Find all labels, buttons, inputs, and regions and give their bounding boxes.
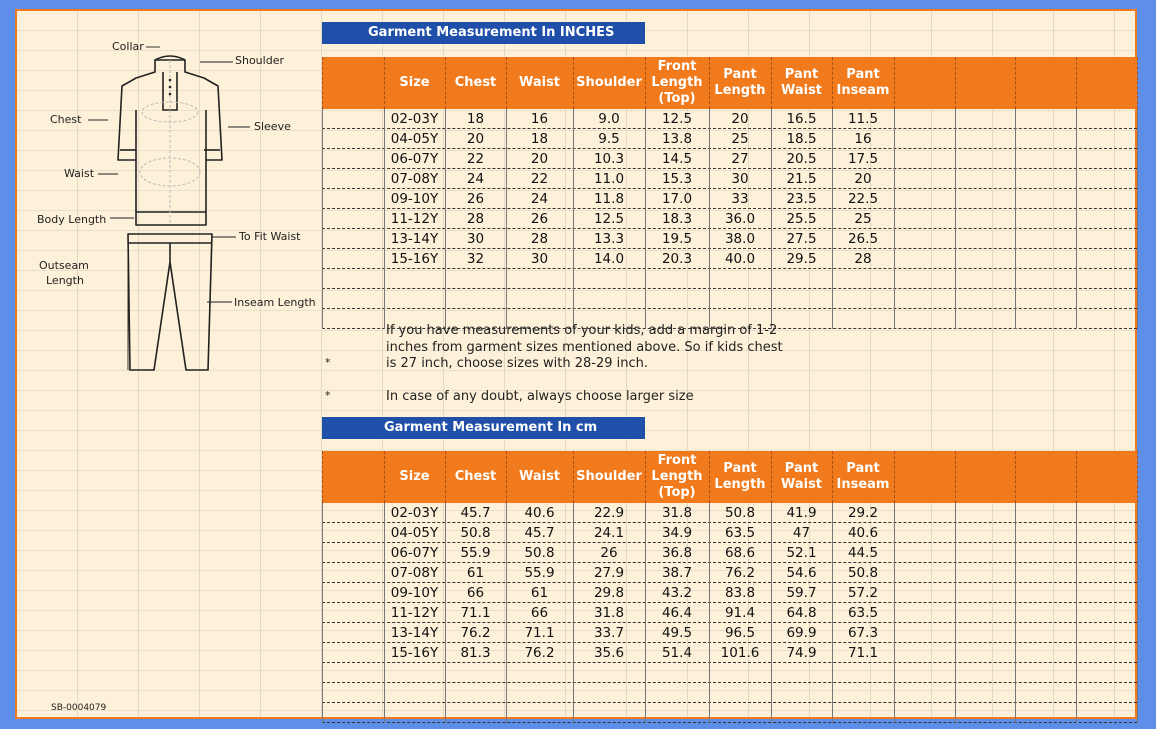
table-cell[interactable]: 71.1 bbox=[460, 605, 491, 621]
table-cell[interactable]: 38.0 bbox=[724, 231, 756, 247]
table-cell[interactable]: 11-12Y bbox=[390, 211, 439, 227]
column-header: Pant Length bbox=[714, 67, 766, 98]
column-divider bbox=[1137, 503, 1138, 723]
table-cell[interactable]: 09-10Y bbox=[390, 191, 439, 207]
table-cell[interactable]: 31.8 bbox=[661, 505, 693, 521]
table-cell[interactable]: 46.4 bbox=[661, 605, 693, 621]
table-cell[interactable]: 41.9 bbox=[786, 505, 817, 521]
table-cell[interactable]: 36.8 bbox=[661, 545, 693, 561]
column-header: Pant Inseam bbox=[836, 67, 890, 98]
table-cell[interactable]: 76.2 bbox=[724, 565, 756, 581]
table-cell[interactable]: 63.5 bbox=[724, 525, 756, 541]
table-cell[interactable]: 27.9 bbox=[593, 565, 625, 581]
table-cell[interactable]: 11-12Y bbox=[390, 605, 439, 621]
table-cell[interactable]: 9.5 bbox=[598, 131, 620, 147]
table-cell[interactable]: 44.5 bbox=[847, 545, 879, 561]
column-header: Waist bbox=[518, 469, 561, 484]
table-cell[interactable]: 45.7 bbox=[460, 505, 491, 521]
table-cell[interactable]: 26 bbox=[466, 191, 485, 207]
table-cell[interactable]: 81.3 bbox=[460, 645, 491, 661]
table-cell[interactable]: 26 bbox=[600, 545, 618, 561]
table-cell[interactable]: 15.3 bbox=[661, 171, 693, 187]
column-header: Size bbox=[399, 469, 430, 484]
column-header: Size bbox=[399, 75, 430, 90]
table-cell[interactable]: 17.0 bbox=[661, 191, 693, 207]
column-header: Chest bbox=[454, 75, 497, 90]
table-cell[interactable]: 32 bbox=[466, 251, 485, 267]
table-cell[interactable]: 22.5 bbox=[847, 191, 879, 207]
table-cell[interactable]: 22 bbox=[466, 151, 485, 167]
table-cell[interactable]: 38.7 bbox=[661, 565, 693, 581]
column-divider bbox=[573, 503, 574, 723]
table-cell[interactable]: 29.2 bbox=[847, 505, 879, 521]
table-cell[interactable]: 10.3 bbox=[593, 151, 625, 167]
column-divider bbox=[709, 503, 710, 723]
table-cell[interactable]: 16.5 bbox=[786, 111, 817, 127]
column-divider bbox=[894, 503, 895, 723]
table-cell[interactable]: 20.5 bbox=[786, 151, 817, 167]
column-header: Pant Waist bbox=[780, 67, 823, 98]
table-cell[interactable]: 55.9 bbox=[524, 565, 555, 581]
table-cell[interactable]: 61 bbox=[530, 585, 549, 601]
table-cell[interactable]: 27.5 bbox=[786, 231, 817, 247]
header-divider bbox=[1137, 451, 1138, 503]
note1-line3: is 27 inch, choose sizes with 28-29 inch. bbox=[386, 356, 648, 371]
table-cell[interactable]: 18.5 bbox=[786, 131, 817, 147]
table-cell[interactable]: 55.9 bbox=[460, 545, 491, 561]
table-cell[interactable]: 64.8 bbox=[786, 605, 817, 621]
header-divider bbox=[1076, 57, 1077, 109]
label-body-length: Body Length bbox=[37, 213, 107, 226]
table-cell[interactable]: 31.8 bbox=[593, 605, 625, 621]
column-divider bbox=[506, 503, 507, 723]
label-inseam-length: Inseam Length bbox=[234, 296, 316, 309]
table-cell[interactable]: 50.8 bbox=[724, 505, 756, 521]
table-cell[interactable]: 24 bbox=[530, 191, 549, 207]
column-divider bbox=[955, 109, 956, 329]
table-cell[interactable]: 76.2 bbox=[460, 625, 491, 641]
header-divider bbox=[894, 57, 895, 109]
note2-text: In case of any doubt, always choose larger size bbox=[386, 389, 694, 404]
table-cell[interactable]: 20.3 bbox=[661, 251, 693, 267]
column-divider bbox=[322, 109, 323, 329]
table-cell[interactable]: 14.0 bbox=[593, 251, 625, 267]
table-cell[interactable]: 50.8 bbox=[847, 565, 879, 581]
table-cell[interactable]: 83.8 bbox=[724, 585, 756, 601]
table-cell[interactable]: 66 bbox=[530, 605, 549, 621]
table-cell[interactable]: 74.9 bbox=[786, 645, 817, 661]
column-divider bbox=[1137, 109, 1138, 329]
table-cell[interactable]: 36.0 bbox=[724, 211, 756, 227]
column-divider bbox=[445, 109, 446, 329]
table-cell[interactable]: 22.9 bbox=[593, 505, 625, 521]
table-cell[interactable]: 40.0 bbox=[724, 251, 756, 267]
product-code: SB-0004079 bbox=[51, 703, 107, 713]
table-cell[interactable]: 33.7 bbox=[593, 625, 625, 641]
note1-line2: inches from garment sizes mentioned above. So if kids chest bbox=[386, 340, 783, 355]
table-cell[interactable]: 34.9 bbox=[661, 525, 693, 541]
table-cell[interactable]: 26.5 bbox=[847, 231, 879, 247]
table-cell[interactable]: 20 bbox=[854, 171, 872, 187]
table-cell[interactable]: 24 bbox=[466, 171, 485, 187]
table-cell[interactable]: 06-07Y bbox=[390, 545, 439, 561]
column-divider bbox=[384, 503, 385, 723]
table-cell[interactable]: 27 bbox=[731, 151, 749, 167]
label-waist: Waist bbox=[64, 167, 95, 180]
table-cell[interactable]: 9.0 bbox=[598, 111, 620, 127]
column-header: Shoulder bbox=[576, 469, 642, 484]
table-cell[interactable]: 69.9 bbox=[786, 625, 817, 641]
table-cell[interactable]: 22 bbox=[530, 171, 549, 187]
cm-header-row bbox=[322, 451, 1137, 503]
column-header: Waist bbox=[518, 75, 561, 90]
table-cell[interactable]: 68.6 bbox=[724, 545, 756, 561]
table-cell[interactable]: 45.7 bbox=[524, 525, 555, 541]
label-chest: Chest bbox=[50, 113, 82, 126]
header-divider bbox=[1076, 451, 1077, 503]
table-cell[interactable]: 20 bbox=[731, 111, 749, 127]
table-cell[interactable]: 30 bbox=[731, 171, 749, 187]
header-divider bbox=[955, 57, 956, 109]
column-divider bbox=[894, 109, 895, 329]
table-cell[interactable]: 71.1 bbox=[847, 645, 879, 661]
label-collar: Collar bbox=[112, 40, 144, 53]
table-cell[interactable]: 26 bbox=[530, 211, 549, 227]
table-cell[interactable]: 33 bbox=[731, 191, 749, 207]
table-cell[interactable]: 50.8 bbox=[460, 525, 491, 541]
column-header: Pant Inseam bbox=[836, 461, 890, 492]
column-divider bbox=[771, 503, 772, 723]
column-divider bbox=[832, 109, 833, 329]
column-divider bbox=[506, 109, 507, 329]
table-cell[interactable]: 18 bbox=[530, 131, 549, 147]
header-divider bbox=[322, 451, 323, 503]
column-divider bbox=[645, 109, 646, 329]
table-cell[interactable]: 18 bbox=[466, 111, 485, 127]
column-divider bbox=[1076, 503, 1077, 723]
column-divider bbox=[771, 109, 772, 329]
table-cell[interactable]: 49.5 bbox=[661, 625, 693, 641]
table-cell[interactable]: 24.1 bbox=[593, 525, 625, 541]
table-cell[interactable]: 19.5 bbox=[661, 231, 693, 247]
table-cell[interactable]: 16 bbox=[854, 131, 872, 147]
table-cell[interactable]: 28 bbox=[466, 211, 485, 227]
table-cell[interactable]: 14.5 bbox=[661, 151, 693, 167]
column-header: Chest bbox=[454, 469, 497, 484]
column-divider bbox=[445, 503, 446, 723]
table-cell[interactable]: 30 bbox=[466, 231, 485, 247]
table-cell[interactable]: 21.5 bbox=[786, 171, 817, 187]
label-outseam: Outseam bbox=[39, 259, 89, 272]
header-divider bbox=[1015, 451, 1016, 503]
table-cell[interactable]: 67.3 bbox=[847, 625, 879, 641]
table-cell[interactable]: 54.6 bbox=[786, 565, 817, 581]
table-cell[interactable]: 28 bbox=[530, 231, 549, 247]
column-divider bbox=[645, 503, 646, 723]
column-divider bbox=[832, 503, 833, 723]
table-cell[interactable]: 23.5 bbox=[786, 191, 817, 207]
table-cell[interactable]: 66 bbox=[466, 585, 485, 601]
table-cell[interactable]: 25 bbox=[731, 131, 749, 147]
table-cell[interactable]: 09-10Y bbox=[390, 585, 439, 601]
column-header: Front Length (Top) bbox=[651, 453, 703, 500]
table-cell[interactable]: 40.6 bbox=[524, 505, 555, 521]
table-cell[interactable]: 43.2 bbox=[661, 585, 693, 601]
table-cell[interactable]: 57.2 bbox=[847, 585, 879, 601]
label-outseam-length: Length bbox=[46, 274, 84, 287]
table-cell[interactable]: 20 bbox=[466, 131, 485, 147]
table-cell[interactable]: 20 bbox=[530, 151, 549, 167]
column-divider bbox=[573, 109, 574, 329]
table-cell[interactable]: 13-14Y bbox=[390, 231, 439, 247]
table-cell[interactable]: 96.5 bbox=[724, 625, 756, 641]
table-cell[interactable]: 91.4 bbox=[724, 605, 756, 621]
table-cell[interactable]: 07-08Y bbox=[390, 565, 439, 581]
table-cell[interactable]: 04-05Y bbox=[390, 131, 439, 147]
header-divider bbox=[322, 57, 323, 109]
table-cell[interactable]: 30 bbox=[530, 251, 549, 267]
header-divider bbox=[1137, 57, 1138, 109]
column-divider bbox=[1015, 503, 1016, 723]
table-cell[interactable]: 50.8 bbox=[524, 545, 555, 561]
table-cell[interactable]: 04-05Y bbox=[390, 525, 439, 541]
table-cell[interactable]: 40.6 bbox=[847, 525, 879, 541]
header-divider bbox=[955, 451, 956, 503]
inches-title: Garment Measurement In INCHES bbox=[322, 22, 645, 44]
note2-bullet: * bbox=[325, 389, 331, 402]
table-cell[interactable]: 29.8 bbox=[593, 585, 625, 601]
column-header: Pant Length bbox=[714, 461, 766, 492]
label-sleeve: Sleeve bbox=[254, 120, 291, 133]
table-cell[interactable]: 11.8 bbox=[593, 191, 625, 207]
table-cell[interactable]: 63.5 bbox=[847, 605, 879, 621]
table-cell[interactable]: 52.1 bbox=[786, 545, 817, 561]
table-cell[interactable]: 13-14Y bbox=[390, 625, 439, 641]
table-cell[interactable]: 07-08Y bbox=[390, 171, 439, 187]
table-cell[interactable]: 25.5 bbox=[786, 211, 817, 227]
column-divider bbox=[322, 503, 323, 723]
label-to-fit-waist: To Fit Waist bbox=[239, 230, 301, 243]
note1-line1: If you have measurements of your kids, add a margin of 1-2 bbox=[386, 323, 778, 338]
column-divider bbox=[1076, 109, 1077, 329]
table-cell[interactable]: 11.0 bbox=[593, 171, 625, 187]
label-shoulder: Shoulder bbox=[235, 54, 284, 67]
table-cell[interactable]: 71.1 bbox=[524, 625, 555, 641]
table-cell[interactable]: 101.6 bbox=[720, 645, 760, 661]
column-divider bbox=[955, 503, 956, 723]
column-header: Front Length (Top) bbox=[651, 59, 703, 106]
table-cell[interactable]: 06-07Y bbox=[390, 151, 439, 167]
table-cell[interactable]: 59.7 bbox=[786, 585, 817, 601]
table-cell[interactable]: 25 bbox=[854, 211, 872, 227]
column-divider bbox=[709, 109, 710, 329]
table-cell[interactable]: 16 bbox=[530, 111, 549, 127]
table-cell[interactable]: 12.5 bbox=[593, 211, 625, 227]
table-cell[interactable]: 11.5 bbox=[847, 111, 879, 127]
header-divider bbox=[894, 451, 895, 503]
inches-header-row bbox=[322, 57, 1137, 109]
table-cell[interactable]: 47 bbox=[792, 525, 811, 541]
table-cell[interactable]: 17.5 bbox=[847, 151, 879, 167]
table-cell[interactable]: 76.2 bbox=[524, 645, 555, 661]
column-header: Shoulder bbox=[576, 75, 642, 90]
cm-title: Garment Measurement In cm bbox=[322, 417, 645, 439]
table-cell[interactable]: 35.6 bbox=[593, 645, 625, 661]
table-cell[interactable]: 13.3 bbox=[593, 231, 625, 247]
table-cell[interactable]: 61 bbox=[466, 565, 485, 581]
column-divider bbox=[1015, 109, 1016, 329]
table-cell[interactable]: 18.3 bbox=[661, 211, 693, 227]
header-divider bbox=[1015, 57, 1016, 109]
column-divider bbox=[384, 109, 385, 329]
table-cell[interactable]: 12.5 bbox=[661, 111, 693, 127]
table-cell[interactable]: 15-16Y bbox=[390, 645, 439, 661]
table-cell[interactable]: 29.5 bbox=[786, 251, 817, 267]
table-cell[interactable]: 28 bbox=[854, 251, 872, 267]
note1-bullet: * bbox=[325, 356, 331, 369]
column-header: Pant Waist bbox=[780, 461, 823, 492]
table-cell[interactable]: 13.8 bbox=[661, 131, 693, 147]
table-cell[interactable]: 51.4 bbox=[661, 645, 693, 661]
table-cell[interactable]: 15-16Y bbox=[390, 251, 439, 267]
table-cell[interactable]: 02-03Y bbox=[390, 505, 439, 521]
table-cell[interactable]: 02-03Y bbox=[390, 111, 439, 127]
